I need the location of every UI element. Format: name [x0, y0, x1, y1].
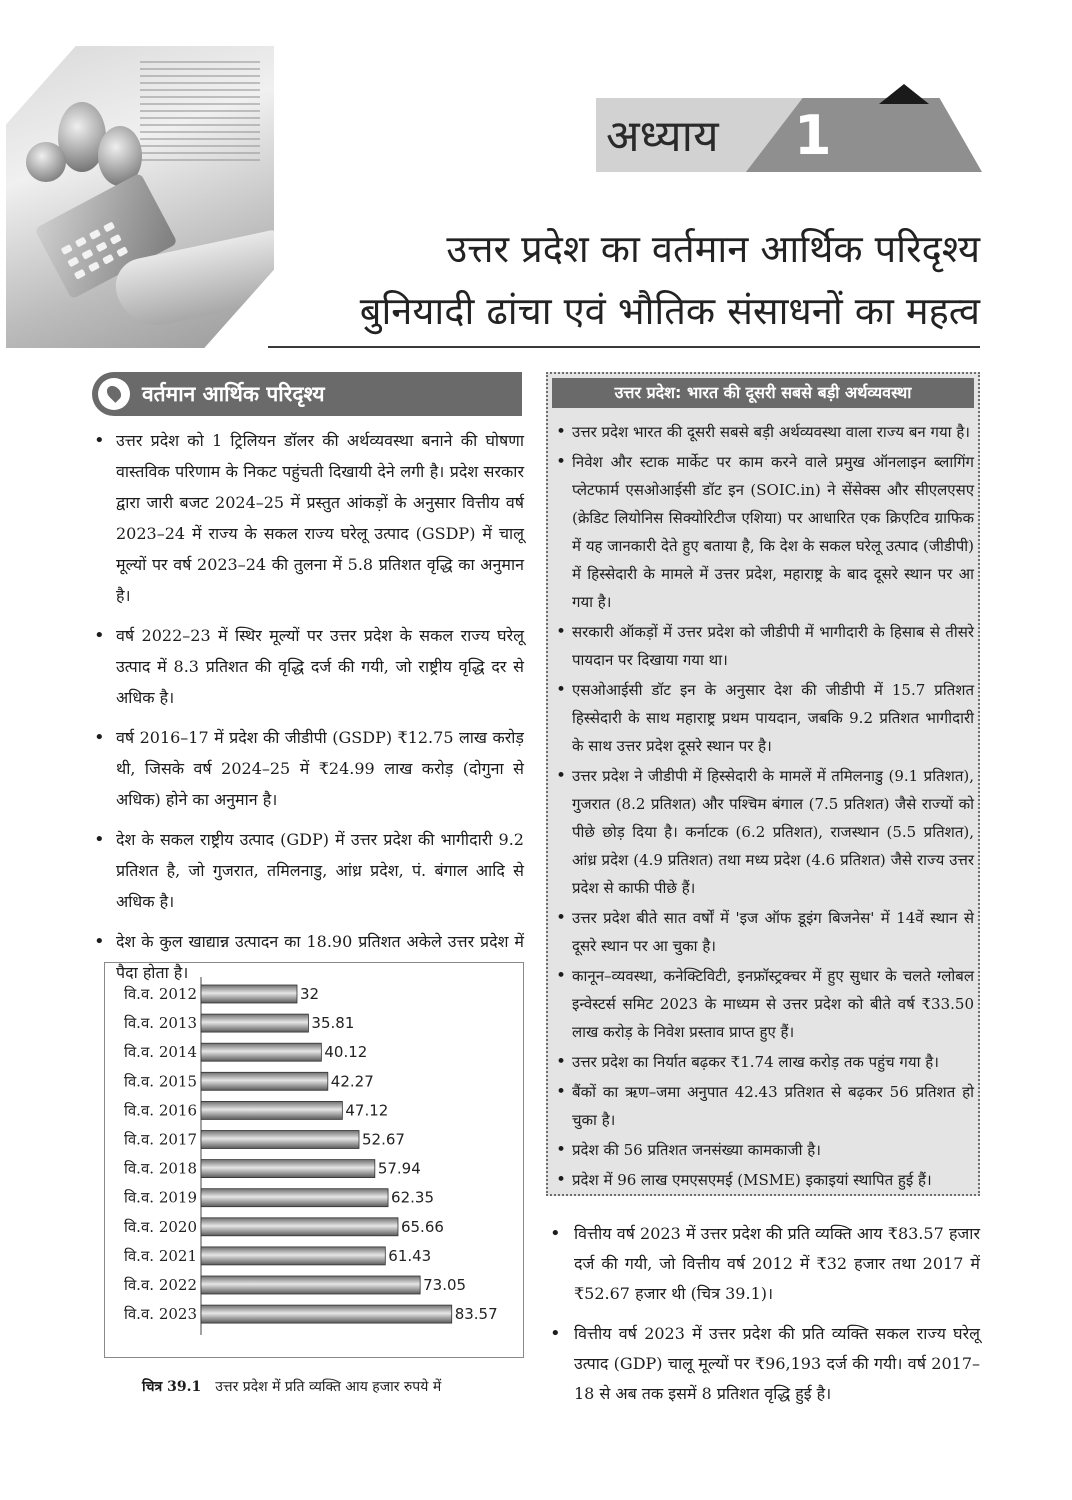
- data-label: 35.81: [311, 1014, 355, 1033]
- list-item: • उत्तर प्रदेश भारत की दूसरी सबसे बड़ी अर्थव्यवस्था वाला राज्य बन गया है।: [554, 418, 974, 446]
- bar: [201, 985, 297, 1003]
- chapter-title-line-2: बुनियादी ढांचा एवं भौतिक संसाधनों का महत्व: [359, 289, 980, 333]
- info-box: [546, 372, 980, 1196]
- bar: [201, 1072, 328, 1090]
- category-label: वि.व. 2017: [123, 1130, 197, 1149]
- list-item: • सरकारी ऑकड़ों में उत्तर प्रदेश को जीडीपी में भागीदारी के हिसाब से तीसरे पायदान पर दिखाया गया था।: [554, 618, 974, 674]
- data-label: 40.12: [324, 1043, 368, 1062]
- data-label: 61.43: [388, 1246, 432, 1265]
- category-label: वि.व. 2012: [123, 985, 197, 1003]
- list-item: • प्रदेश की 56 प्रतिशत जनसंख्या कामकाजी है।: [554, 1136, 974, 1164]
- section-heading-text: वर्तमान आर्थिक परिदृश्य: [142, 382, 325, 406]
- data-label: 52.67: [362, 1130, 405, 1149]
- data-label: 47.12: [345, 1101, 389, 1120]
- right-bullet-list: [548, 1219, 980, 1419]
- chapter-number: 1: [794, 104, 832, 167]
- bar: [201, 1160, 375, 1178]
- bar: [201, 1014, 308, 1032]
- data-label: 42.27: [330, 1072, 374, 1091]
- data-label: 73.05: [423, 1276, 467, 1294]
- bar: [201, 1131, 359, 1149]
- list-item: • उत्तर प्रदेश बीते सात वर्षों में 'इज ऑफ डूइंग बिजनेस' में 14वें स्थान से दूसरे स्थान पर आ चुका है।: [554, 904, 974, 960]
- bar: [201, 1276, 420, 1294]
- chapter-title-line-1: उत्तर प्रदेश का वर्तमान आर्थिक परिदृश्य: [446, 227, 980, 271]
- list-item: • बैंकों का ऋण–जमा अनुपात 42.43 प्रतिशत से बढ़कर 56 प्रतिशत हो चुका है।: [554, 1078, 974, 1134]
- document-lines-illustration: [140, 56, 260, 166]
- category-label: वि.व. 2015: [123, 1072, 197, 1091]
- data-label: 32: [300, 985, 320, 1003]
- location-pin-icon: [98, 378, 130, 410]
- list-item: • देश के सकल राष्ट्रीय उत्पाद (GDP) में उत्तर प्रदेश की भागीदारी 9.2 प्रतिशत है, जो गुजरात, तमिलनाडु, आंध्र प्रदेश, पं. बंगाल आदि से अधिक है।: [92, 824, 524, 917]
- category-label: वि.व. 2020: [123, 1217, 197, 1236]
- bar: [201, 1305, 452, 1323]
- list-item: • देश के कुल खाद्यान्न उत्पादन का 18.90 प्रतिशत अकेले उत्तर प्रदेश में पैदा होता है।: [92, 926, 524, 988]
- category-label: वि.व. 2021: [123, 1246, 197, 1265]
- list-item: • कानून–व्यवस्था, कनेक्टिविटी, इनफ्रॉस्ट्रक्चर में हुए सुधार के चलते ग्लोबल इन्वेस्टर्स समिट 2023 के माध्यम से उत्तर प्रदेश को बीते वर्ष ₹33.50 लाख करोड़ के निवेश प्रस्ताव प्राप्त हुए हैं।: [554, 962, 974, 1046]
- bar: [201, 1043, 321, 1061]
- chart-caption: [142, 1377, 441, 1396]
- per-capita-income-chart: [104, 962, 524, 1358]
- chapter-word: अध्याय: [606, 111, 719, 162]
- category-label: वि.व. 2013: [123, 1014, 197, 1033]
- chart-caption-text: उत्तर प्रदेश में प्रति व्यक्ति आय हजार रुपये में: [215, 1379, 442, 1395]
- list-item: • प्रदेश में 96 लाख एमएसएमई (MSME) इकाइयां स्थापित हुई हैं।: [554, 1166, 974, 1194]
- section-heading: [92, 372, 522, 416]
- data-label: 57.94: [377, 1159, 421, 1178]
- info-box-list: [554, 418, 974, 1196]
- chapter-badge-triangle: [879, 84, 929, 104]
- list-item: • वित्तीय वर्ष 2023 में उत्तर प्रदेश की प्रति व्यक्ति सकल राज्य घरेलू उत्पाद (GDP) चालू मूल्यों पर ₹96,193 दर्ज की गयी। वर्ष 2017–18 से अब तक इसमें 8 प्रतिशत वृद्धि हुई है।: [548, 1319, 980, 1409]
- info-box-heading: उत्तर प्रदेश: भारत की दूसरी सबसे बड़ी अर्थव्यवस्था: [552, 378, 974, 408]
- bar: [201, 1218, 398, 1236]
- chart-caption-label: चित्र 39.1: [142, 1379, 202, 1395]
- list-item: • वर्ष 2016–17 में प्रदेश की जीडीपी (GSDP) ₹12.75 लाख करोड़ थी, जिसके वर्ष 2024–25 में ₹24.99 लाख करोड़ (दोगुना से अधिक) होने का अनुमान है।: [92, 722, 524, 815]
- bar: [201, 1247, 385, 1265]
- category-label: वि.व. 2014: [123, 1043, 197, 1062]
- coin-stack-illustration: [26, 142, 66, 182]
- category-label: वि.व. 2019: [123, 1188, 197, 1207]
- category-label: वि.व. 2022: [123, 1276, 197, 1294]
- list-item: • वित्तीय वर्ष 2023 में उत्तर प्रदेश की प्रति व्यक्ति आय ₹83.57 हजार दर्ज की गयी, जो वित्तीय वर्ष 2012 में ₹32 हजार तथा 2017 में ₹52.67 हजार थी (चित्र 39.1)।: [548, 1219, 980, 1309]
- list-item: • उत्तर प्रदेश का निर्यात बढ़कर ₹1.74 लाख करोड़ तक पहुंच गया है।: [554, 1048, 974, 1076]
- data-label: 65.66: [400, 1217, 444, 1236]
- list-item: • वर्ष 2022–23 में स्थिर मूल्यों पर उत्तर प्रदेश के सकल राज्य घरेलू उत्पाद में 8.3 प्रतिशत की वृद्धि दर्ज की गयी, जो राष्ट्रीय वृद्धि दर से अधिक है।: [92, 620, 524, 713]
- list-item: • निवेश और स्टाक मार्केट पर काम करने वाले प्रमुख ऑनलाइन ब्लागिंग प्लेटफार्म एसओआईसी डॉट इन (SOIC.in) ने सेंसेक्स और सीएलएसए (क्रेडिट लियोनिस सिक्योरिटीज एशिया) पर आधारित एक क्रिएटिव ग्राफिक में यह जानकारी देते हुए बताया है, कि देश के सकल घरेलू उत्पाद (जीडीपी) में हिस्सेदारी के मामले में उत्तर प्रदेश, महाराष्ट्र के बाद दूसरे स्थान पर आ गया है।: [554, 448, 974, 616]
- chart-canvas: [105, 963, 525, 1359]
- category-label: वि.व. 2016: [123, 1101, 197, 1120]
- bar: [201, 1189, 388, 1207]
- list-item: • उत्तर प्रदेश ने जीडीपी में हिस्सेदारी के मामलें में तमिलनाडु (9.1 प्रतिशत), गुजरात (8.2 प्रतिशत) और पश्चिम बंगाल (7.5 प्रतिशत) जैसे राज्यों को पीछे छोड़ दिया है। कर्नाटक (6.2 प्रतिशत), राजस्थान (5.5 प्रतिशत), आंध्र प्रदेश (4.9 प्रतिशत) तथा मध्य प्रदेश (4.6 प्रतिशत) जैसे राज्य उत्तर प्रदेश से काफी पीछे हैं।: [554, 762, 974, 902]
- category-label: वि.व. 2018: [123, 1159, 197, 1178]
- list-item: • उत्तर प्रदेश को 1 ट्रिलियन डॉलर की अर्थव्यवस्था बनाने की घोषणा वास्तविक परिणाम के निकट पहुंचती दिखायी देने लगी है। प्रदेश सरकार द्वारा जारी बजट 2024–25 में प्रस्तुत आंकड़ों के अनुसार वित्तीय वर्ष 2023–24 में राज्य के सकल राज्य घरेलू उत्पाद (GSDP) में चालू मूल्यों पर वर्ष 2023–24 की तुलना में 5.8 प्रतिशत वृद्धि का अनुमान है।: [92, 425, 524, 611]
- left-bullet-list: [92, 425, 524, 997]
- data-label: 62.35: [391, 1188, 435, 1207]
- title-divider: [268, 346, 980, 348]
- data-label: 83.57: [454, 1305, 498, 1324]
- header-finance-photo: [6, 46, 274, 348]
- category-label: वि.व. 2023: [123, 1305, 197, 1324]
- list-item: • एसओआईसी डॉट इन के अनुसार देश की जीडीपी में 15.7 प्रतिशत हिस्सेदारी के साथ महाराष्ट्र प्रथम पायदान, जबकि 9.2 प्रतिशत भागीदारी के साथ उत्तर प्रदेश दूसरे स्थान पर है।: [554, 676, 974, 760]
- bar: [201, 1101, 342, 1119]
